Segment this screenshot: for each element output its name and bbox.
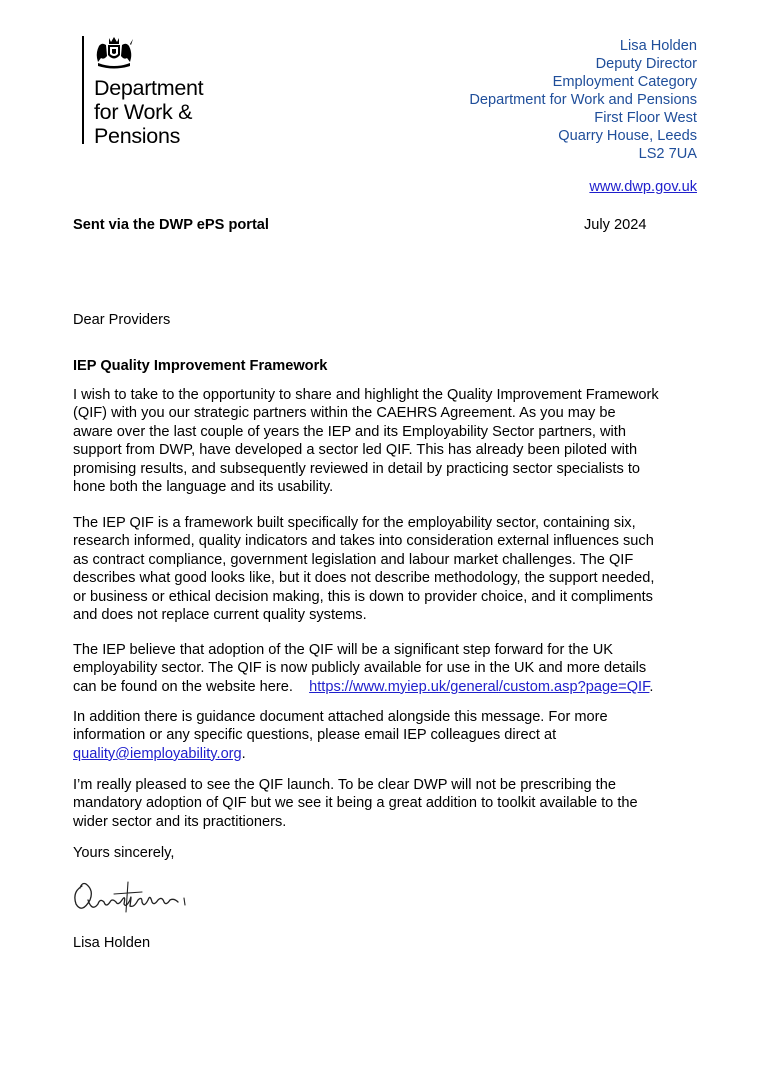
signature-image [68, 872, 192, 922]
closing: Yours sincerely, [73, 845, 175, 861]
website-link[interactable]: www.dwp.gov.uk [589, 179, 697, 195]
paragraph-line: information or any specific questions, please email IEP colleagues direct at [73, 727, 557, 744]
salutation: Dear Providers [73, 312, 171, 328]
department-name-line-3: Pensions [94, 124, 181, 148]
paragraph-line: (QIF) with you our strategic partners within the CAEHRS Agreement. As you may be [73, 405, 616, 422]
department-name-line-1: Department [94, 76, 204, 100]
department-name-line-2: for Work & [94, 100, 193, 124]
paragraph-line: employability sector. The QIF is now publicly available for use in the UK and more details [73, 660, 647, 677]
letter-subject: IEP Quality Improvement Framework [73, 358, 328, 374]
paragraph-line: describes what good looks like, but it does not describe methodology, the support needed, [73, 570, 655, 587]
paragraph-line: promising results, and subsequently reviewed in detail by practicing sector specialists to [73, 460, 641, 477]
department-name [94, 76, 294, 148]
paragraph-1 [73, 386, 708, 496]
paragraph-line: wider sector and its practitioners. [73, 813, 287, 830]
paragraph-line: support from DWP, have developed a sector led QIF. This has already been piloted with [73, 442, 638, 459]
paragraph-line: as contract compliance, government legislation and labour market challenges. The QIF [73, 551, 634, 568]
sender-postcode: LS2 7UA [638, 146, 697, 162]
letter-date: July 2024 [584, 217, 647, 233]
paragraph-line: The IEP QIF is a framework built specifically for the employability sector, containing six, [73, 515, 636, 531]
paragraph-2 [73, 514, 708, 624]
paragraph-line-with-link [73, 678, 708, 696]
paragraph-5 [73, 776, 708, 831]
sent-via-label: Sent via the DWP ePS portal [73, 217, 269, 233]
royal-coat-of-arms-icon [94, 36, 134, 70]
sender-floor: First Floor West [594, 110, 697, 126]
qif-link[interactable]: https://www.myiep.uk/general/custom.asp?page=QIF [309, 678, 650, 695]
sender-unit: Employment Category [552, 74, 697, 90]
paragraph-line: mandatory adoption of QIF but we see it being a great addition to toolkit available to the [73, 795, 638, 812]
paragraph-3 [73, 641, 708, 696]
sender-organisation: Department for Work and Pensions [469, 92, 697, 108]
paragraph-line: or business or ethical decision making, this is down to provider choice, and it compliments [73, 588, 653, 605]
sender-building: Quarry House, Leeds [558, 128, 697, 144]
paragraph-line: The IEP believe that adoption of the QIF will be a significant step forward for the UK [73, 642, 613, 658]
paragraph-line: In addition there is guidance document attached alongside this message. For more [73, 709, 608, 725]
paragraph-line: and does not replace current quality systems. [73, 607, 367, 624]
paragraph-line: hone both the language and its usability. [73, 479, 334, 496]
paragraph-line-with-email [73, 745, 708, 763]
link-suffix: . [649, 678, 654, 695]
quality-email-link[interactable]: quality@iemployability.org [73, 745, 242, 762]
signer-name: Lisa Holden [73, 935, 151, 951]
email-suffix: . [241, 745, 246, 762]
sender-address [469, 37, 697, 163]
paragraph-line: I wish to take to the opportunity to share and highlight the Quality Improvement Framework [73, 387, 659, 403]
paragraph-4 [73, 708, 708, 763]
sender-title: Deputy Director [595, 56, 697, 72]
paragraph-line: research informed, quality indicators and takes into consideration external influences such [73, 533, 654, 550]
paragraph-line: aware over the last couple of years the IEP and its Employability Sector partners, with [73, 423, 626, 440]
paragraph-line: I’m really pleased to see the QIF launch. To be clear DWP will not be prescribing the [73, 777, 616, 793]
link-prefix: can be found on the website here. [73, 678, 310, 695]
sender-name: Lisa Holden [619, 38, 697, 54]
dwp-logo [82, 36, 204, 148]
